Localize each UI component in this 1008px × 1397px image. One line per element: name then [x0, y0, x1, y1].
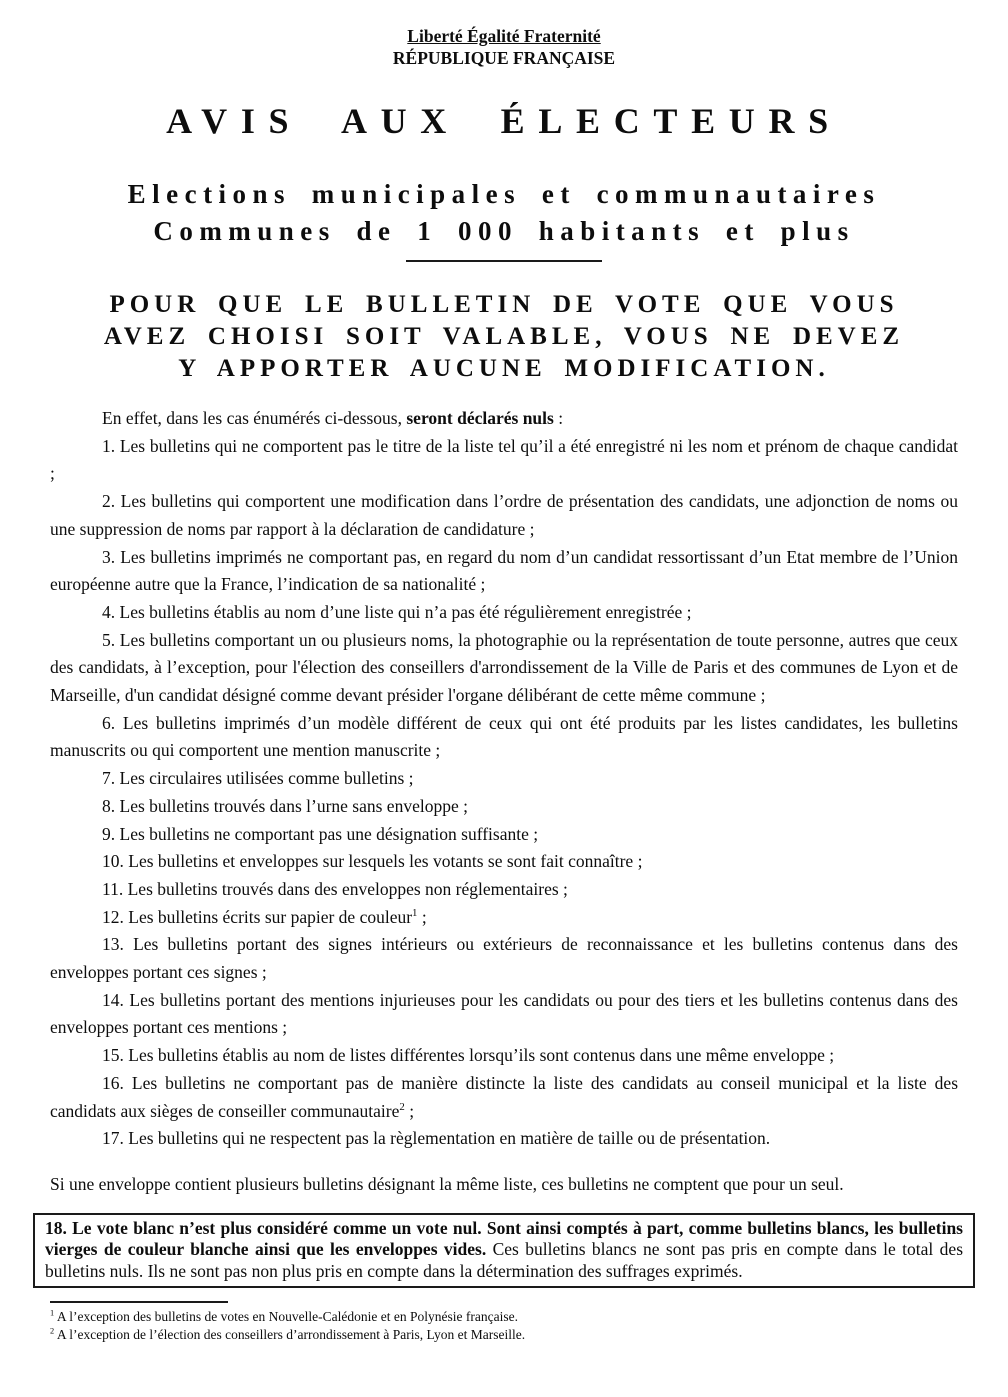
item-text: Les bulletins portant des mentions injurieuses pour les candidats ou pour des tiers et les bulletins contenus dans des enveloppes portant ces mentions ;	[50, 989, 958, 1038]
item-tail: ;	[404, 1100, 415, 1121]
list-item-12	[50, 904, 958, 932]
item-text: Les bulletins qui ne comportent pas le titre de la liste tel qu’il a été enregistré ni les nom et prénom de chaque candidat ;	[50, 435, 958, 484]
list-item-9	[50, 821, 958, 849]
item-text: Les bulletins établis au nom de listes différentes lorsqu’ils sont contenus dans une même enveloppe ;	[128, 1045, 835, 1066]
election-subtitle	[50, 176, 958, 250]
item-number: 6.	[102, 712, 116, 733]
null-ballot-list	[50, 433, 958, 1153]
page-title: AVIS AUX ÉLECTEURS	[166, 101, 842, 141]
item-number: 8.	[102, 795, 116, 816]
item-number: 14.	[102, 989, 124, 1010]
list-item-4	[50, 599, 958, 627]
item-number: 7.	[102, 768, 116, 789]
item-number: 13.	[102, 934, 124, 955]
list-item-15	[50, 1042, 958, 1070]
footnote-1-marker: 1	[50, 1308, 55, 1318]
list-item-10	[50, 848, 958, 876]
list-item-1	[50, 433, 958, 488]
intro-bold: seront déclarés nuls	[406, 408, 554, 428]
blank-vote-normal: Ces bulletins blancs ne sont pas pris en compte dans le total des bulletins nuls. Ils ne sont pas non plus pris en compte dans la détermination des suffrages exprimés.	[45, 1239, 964, 1281]
item-text: Les bulletins et enveloppes sur lesquels les votants se sont fait connaître ;	[128, 851, 643, 872]
list-item-16	[50, 1070, 958, 1125]
item-text: Les bulletins ne comportant pas de manière distincte la liste des candidats au conseil municipal et la liste des candidats aux sièges de conseiller communautaire	[50, 1072, 959, 1121]
item-text: Les bulletins qui ne respectent pas la règlementation en matière de taille ou de présentation.	[128, 1128, 771, 1149]
item-number: 4.	[102, 601, 116, 622]
footnote-1	[50, 1308, 958, 1326]
item-text: Les bulletins imprimés d’un modèle différent de ceux qui ont été produits par les listes candidates, les bulletins manuscrits ou qui comportent une mention manuscrite ;	[50, 712, 958, 761]
footnote-divider	[50, 1301, 228, 1303]
subtitle-line-2: Communes de 1 000 habitants et plus	[153, 216, 855, 246]
item-text: Les bulletins ne comportant pas une désignation suffisante ;	[119, 823, 539, 844]
list-item-3	[50, 544, 958, 599]
item-text: Les bulletins trouvés dans des enveloppes non réglementaires ;	[127, 878, 568, 899]
list-item-8	[50, 793, 958, 821]
item-number: 16.	[102, 1072, 124, 1093]
item-number: 12.	[102, 906, 124, 927]
subtitle-divider	[406, 260, 602, 262]
list-item-7	[50, 765, 958, 793]
list-item-5	[50, 627, 958, 710]
item-text: Les bulletins comportant un ou plusieurs noms, la photographie ou la représentation de toute personne, autres que ceux des candidats, à l’exception, pour l'élection des conseillers d'arrondissement de la Ville de Paris et des communes de Lyon et de Marseille, d'un candidat désigné comme devant présider l'organe délibérant de cette même commune ;	[50, 629, 958, 706]
notice-line-2: AVEZ CHOISI SOIT VALABLE, VOUS NE DEVEZ	[103, 323, 905, 350]
list-item-17	[50, 1125, 958, 1153]
footnote-ref-1: 1	[412, 906, 418, 919]
footnote-1-text: A l’exception des bulletins de votes en Nouvelle-Calédonie et en Polynésie française.	[56, 1309, 518, 1325]
footnote-2-text: A l’exception de l’élection des conseillers d’arrondissement à Paris, Lyon et Marseille.	[56, 1326, 526, 1342]
item-text: Les bulletins imprimés ne comportant pas, en regard du nom d’un candidat ressortissant d’un Etat membre de l’Union européenne autre que la France, l’indication de sa nationalité ;	[50, 546, 958, 595]
blank-vote-bold: 18. Le vote blanc n’est plus considéré comme un vote nul. Sont ainsi comptés à part, comme bulletins blancs, les bulletins vierges de couleur blanche ainsi que les enveloppes vides.	[45, 1217, 963, 1260]
item-text: Les bulletins portant des signes intérieurs ou extérieurs de reconnaissance et les bulletins contenus dans des enveloppes portant ces signes ;	[50, 934, 958, 983]
blank-vote-box	[33, 1213, 975, 1289]
republic-line: RÉPUBLIQUE FRANÇAISE	[392, 48, 616, 68]
list-item-14	[50, 987, 958, 1042]
item-number: 5.	[102, 629, 116, 650]
item-text: Les bulletins écrits sur papier de couleur	[128, 906, 413, 927]
intro-paragraph	[50, 405, 958, 433]
item-text: Les bulletins trouvés dans l’urne sans enveloppe ;	[119, 795, 468, 816]
item-number: 1.	[102, 435, 116, 456]
footnote-2	[50, 1326, 958, 1344]
republic-header	[50, 25, 958, 69]
intro-tail: :	[553, 408, 564, 428]
list-item-13	[50, 931, 958, 986]
list-item-11	[50, 876, 958, 904]
motto-line: Liberté Égalité Fraternité	[407, 26, 601, 46]
validity-notice	[50, 289, 958, 385]
item-text: Les circulaires utilisées comme bulletins ;	[119, 768, 414, 789]
item-number: 2.	[102, 491, 116, 512]
footnote-ref-2: 2	[399, 1100, 405, 1113]
intro-pre: En effet, dans les cas énumérés ci-dessous,	[102, 408, 407, 428]
item-number: 3.	[102, 546, 116, 567]
list-item-6	[50, 710, 958, 765]
item-number: 15.	[102, 1045, 124, 1066]
item-number: 11.	[102, 878, 124, 899]
list-item-2	[50, 488, 958, 543]
notice-line-3: Y APPORTER AUCUNE MODIFICATION.	[178, 355, 830, 382]
item-number: 17.	[102, 1128, 124, 1149]
footnotes	[50, 1308, 958, 1343]
notice-line-1: POUR QUE LE BULLETIN DE VOTE QUE VOUS	[109, 291, 899, 318]
footnote-2-marker: 2	[50, 1326, 55, 1336]
single-envelope-note: Si une enveloppe contient plusieurs bulletins désignant la même liste, ces bulletins ne comptent que pour un seul.	[50, 1173, 844, 1194]
item-number: 10.	[102, 851, 124, 872]
item-text: Les bulletins établis au nom d’une liste qui n’a pas été régulièrement enregistrée ;	[119, 601, 692, 622]
item-text: Les bulletins qui comportent une modification dans l’ordre de présentation des candidats, une adjonction de noms ou une suppression de noms par rapport à la déclaration de candidature ;	[50, 491, 958, 539]
item-tail: ;	[417, 906, 427, 927]
item-number: 9.	[102, 823, 116, 844]
subtitle-line-1: Elections municipales et communautaires	[127, 179, 881, 209]
